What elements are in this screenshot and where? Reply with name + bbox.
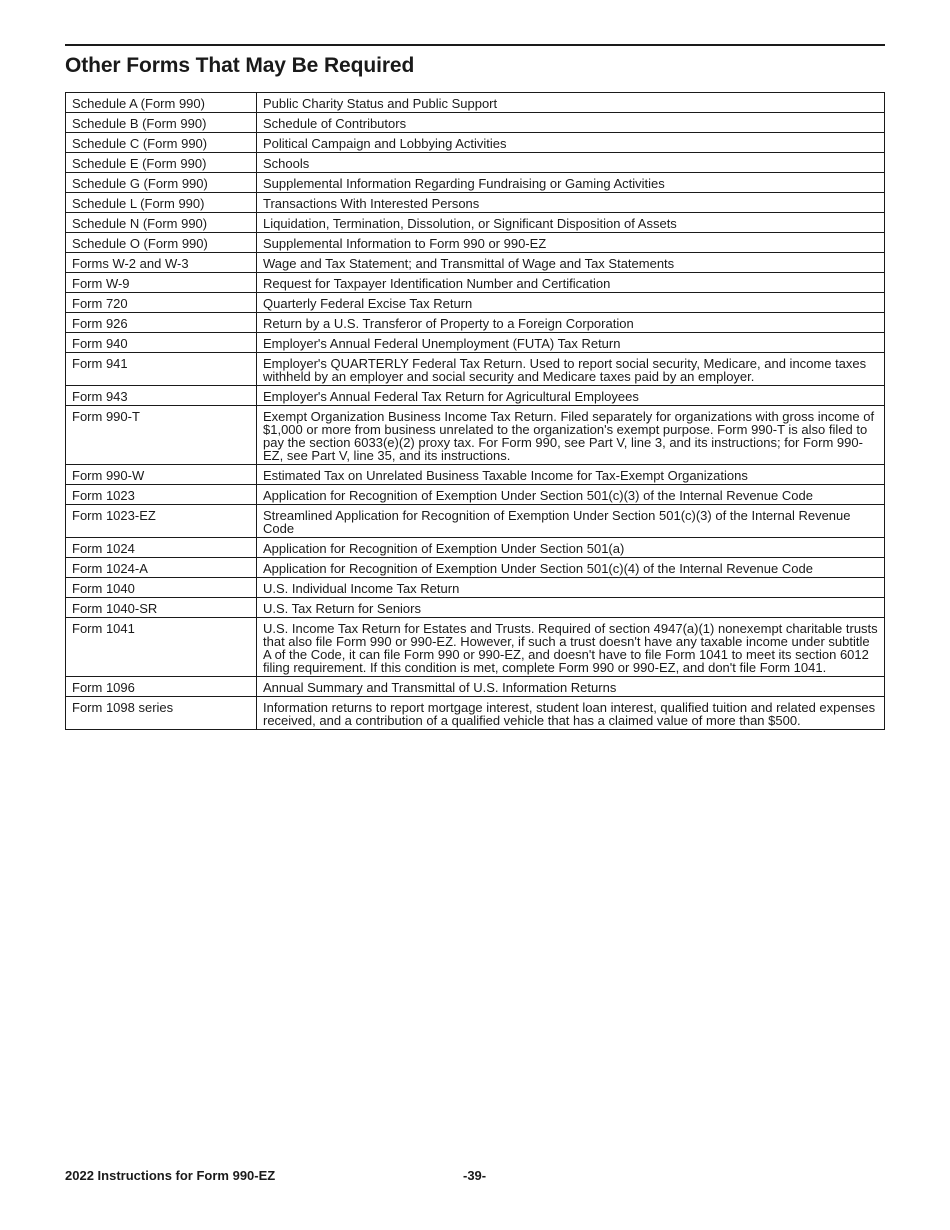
form-name-cell: Schedule E (Form 990) xyxy=(66,153,257,173)
table-row xyxy=(66,133,885,153)
table-row xyxy=(66,558,885,578)
table-row xyxy=(66,153,885,173)
table-row xyxy=(66,113,885,133)
form-name-cell: Form 1098 series xyxy=(66,697,257,730)
table-row xyxy=(66,93,885,113)
form-description-cell: Streamlined Application for Recognition of Exemption Under Section 501(c)(3) of the Internal Revenue Code xyxy=(257,505,885,538)
form-name-cell: Schedule O (Form 990) xyxy=(66,233,257,253)
table-row xyxy=(66,485,885,505)
top-rule xyxy=(65,44,885,46)
form-description-cell: Information returns to report mortgage interest, student loan interest, qualified tuition and related expenses received, and a contribution of a qualified vehicle that has a claimed value of more than $500. xyxy=(257,697,885,730)
table-row xyxy=(66,618,885,677)
form-description-cell: Liquidation, Termination, Dissolution, or Significant Disposition of Assets xyxy=(257,213,885,233)
form-description-cell: Schedule of Contributors xyxy=(257,113,885,133)
table-row xyxy=(66,293,885,313)
table-row xyxy=(66,598,885,618)
forms-table xyxy=(65,92,885,730)
form-name-cell: Schedule B (Form 990) xyxy=(66,113,257,133)
table-row xyxy=(66,213,885,233)
table-row xyxy=(66,273,885,293)
form-description-cell: Transactions With Interested Persons xyxy=(257,193,885,213)
form-name-cell: Form 926 xyxy=(66,313,257,333)
form-name-cell: Schedule N (Form 990) xyxy=(66,213,257,233)
form-name-cell: Form 941 xyxy=(66,353,257,386)
form-description-cell: Public Charity Status and Public Support xyxy=(257,93,885,113)
form-name-cell: Form 943 xyxy=(66,386,257,406)
page-title: Other Forms That May Be Required xyxy=(65,54,415,77)
form-description-cell: Estimated Tax on Unrelated Business Taxable Income for Tax-Exempt Organizations xyxy=(257,465,885,485)
form-name-cell: Form W-9 xyxy=(66,273,257,293)
table-row xyxy=(66,406,885,465)
form-name-cell: Form 1024-A xyxy=(66,558,257,578)
form-name-cell: Form 1040-SR xyxy=(66,598,257,618)
table-row xyxy=(66,677,885,697)
form-description-cell: Exempt Organization Business Income Tax Return. Filed separately for organizations with gross income of $1,000 or more from business unrelated to the organization's exempt purpose. Form 990-T is also filed to pay the section 6033(e)(2) proxy tax. For Form 990, see Part V, line 3, and its instructions; for Form 990-EZ, see Part V, line 35, and its instructions. xyxy=(257,406,885,465)
table-row xyxy=(66,697,885,730)
form-name-cell: Form 1023 xyxy=(66,485,257,505)
footer-page-number: -39- xyxy=(463,1168,487,1183)
table-row xyxy=(66,578,885,598)
form-description-cell: Supplemental Information to Form 990 or 990-EZ xyxy=(257,233,885,253)
form-name-cell: Form 1096 xyxy=(66,677,257,697)
table-row xyxy=(66,505,885,538)
form-description-cell: Return by a U.S. Transferor of Property to a Foreign Corporation xyxy=(257,313,885,333)
table-row xyxy=(66,353,885,386)
form-name-cell: Schedule G (Form 990) xyxy=(66,173,257,193)
form-name-cell: Schedule A (Form 990) xyxy=(66,93,257,113)
form-name-cell: Form 720 xyxy=(66,293,257,313)
footer-doc-title: 2022 Instructions for Form 990-EZ xyxy=(65,1168,276,1183)
table-row xyxy=(66,173,885,193)
form-description-cell: Annual Summary and Transmittal of U.S. Information Returns xyxy=(257,677,885,697)
table-row xyxy=(66,333,885,353)
form-description-cell: U.S. Income Tax Return for Estates and Trusts. Required of section 4947(a)(1) nonexempt charitable trusts that also file Form 990 or 990-EZ. However, if such a trust doesn't have any taxable income under subtitle A of the Code, it can file Form 990 or 990-EZ, and doesn't have to file Form 1041 to meet its section 6012 filing requirement. If this condition is met, complete Form 990 or 990-EZ, and don't file Form 1041. xyxy=(257,618,885,677)
table-row xyxy=(66,386,885,406)
form-name-cell: Forms W-2 and W-3 xyxy=(66,253,257,273)
form-description-cell: Application for Recognition of Exemption Under Section 501(c)(3) of the Internal Revenue Code xyxy=(257,485,885,505)
form-description-cell: Schools xyxy=(257,153,885,173)
form-name-cell: Form 1041 xyxy=(66,618,257,677)
form-description-cell: Application for Recognition of Exemption Under Section 501(a) xyxy=(257,538,885,558)
form-name-cell: Form 1024 xyxy=(66,538,257,558)
form-name-cell: Form 990-T xyxy=(66,406,257,465)
form-description-cell: Political Campaign and Lobbying Activities xyxy=(257,133,885,153)
form-description-cell: U.S. Individual Income Tax Return xyxy=(257,578,885,598)
form-name-cell: Schedule L (Form 990) xyxy=(66,193,257,213)
form-name-cell: Schedule C (Form 990) xyxy=(66,133,257,153)
table-row xyxy=(66,193,885,213)
form-description-cell: Wage and Tax Statement; and Transmittal of Wage and Tax Statements xyxy=(257,253,885,273)
table-row xyxy=(66,233,885,253)
form-description-cell: Application for Recognition of Exemption Under Section 501(c)(4) of the Internal Revenue Code xyxy=(257,558,885,578)
table-row xyxy=(66,313,885,333)
table-row xyxy=(66,538,885,558)
form-name-cell: Form 1023-EZ xyxy=(66,505,257,538)
form-description-cell: Employer's Annual Federal Tax Return for Agricultural Employees xyxy=(257,386,885,406)
form-description-cell: Employer's QUARTERLY Federal Tax Return. Used to report social security, Medicare, and income taxes withheld by an employer and social security and Medicare taxes paid by an employer. xyxy=(257,353,885,386)
form-name-cell: Form 1040 xyxy=(66,578,257,598)
table-row xyxy=(66,253,885,273)
table-row xyxy=(66,465,885,485)
form-name-cell: Form 940 xyxy=(66,333,257,353)
form-description-cell: U.S. Tax Return for Seniors xyxy=(257,598,885,618)
form-description-cell: Request for Taxpayer Identification Number and Certification xyxy=(257,273,885,293)
form-name-cell: Form 990-W xyxy=(66,465,257,485)
forms-table-body xyxy=(66,93,885,730)
form-description-cell: Employer's Annual Federal Unemployment (FUTA) Tax Return xyxy=(257,333,885,353)
form-description-cell: Quarterly Federal Excise Tax Return xyxy=(257,293,885,313)
form-description-cell: Supplemental Information Regarding Fundraising or Gaming Activities xyxy=(257,173,885,193)
